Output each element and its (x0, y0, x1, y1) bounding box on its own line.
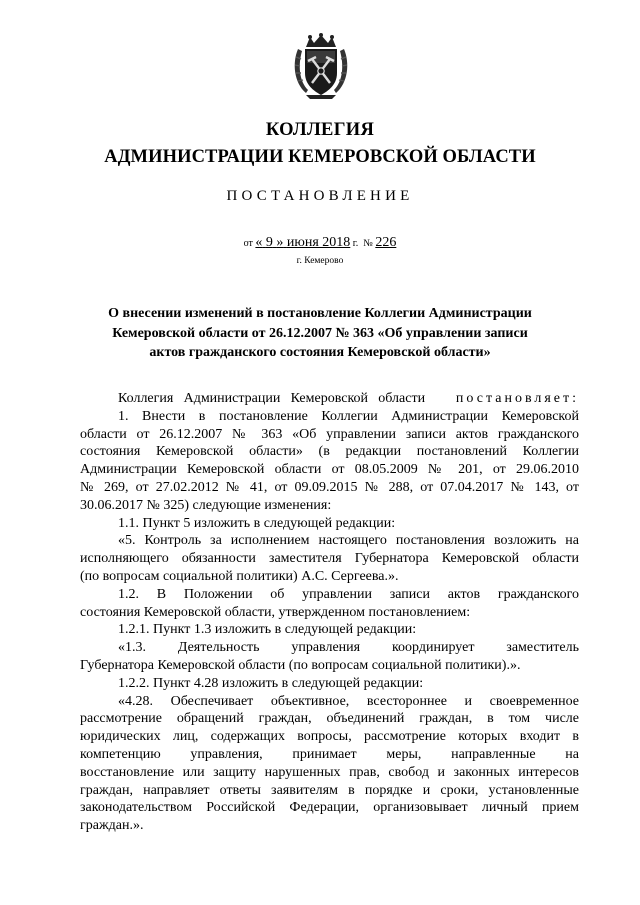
title-line: актов гражданского состояния Кемеровской области» (149, 345, 491, 360)
date-day: 9 (265, 235, 273, 250)
title-line: Кемеровской области от 26.12.2007 № 363 «Об управлении записи (112, 325, 528, 341)
date-prefix: от (243, 238, 253, 249)
quote-close: » (276, 235, 284, 250)
body-intro (80, 390, 579, 408)
body-line: состояния Кемеровской области, утвержденном постановлением: (80, 604, 471, 620)
body-line: состояния Кемеровской области» (в редакции постановлений Коллегии (80, 444, 579, 460)
document-city: г. Кемерово (296, 256, 344, 266)
body-line: (по вопросам социальной политики) А.С. Сергеева.». (80, 568, 399, 584)
organization-name-line2: АДМИНИСТРАЦИИ КЕМЕРОВСКОЙ ОБЛАСТИ (104, 147, 536, 167)
body-line: 30.06.2017 № 325) следующие изменения: (80, 497, 332, 513)
body-line: Администрации Кемеровской области от 08.05.2009 № 201, от 29.06.2010 (80, 462, 579, 478)
document-number: 226 (375, 235, 397, 250)
body-line: 1.2. В Положении об управлении записи актов гражданского (118, 586, 579, 602)
document-date-number (0, 235, 640, 251)
body-line: рассмотрение обращений граждан, объединений граждан, в том числе (80, 711, 579, 727)
body-line: «5. Контроль за исполнением настоящего постановления возложить на (118, 533, 579, 549)
body-line: 1.1. Пункт 5 изложить в следующей редакции: (118, 515, 396, 531)
body-line: 1. Внести в постановление Коллегии Администрации Кемеровской (118, 408, 579, 424)
title-line: О внесении изменений в постановление Коллегии Администрации (108, 306, 532, 321)
body-line: граждан.». (80, 818, 144, 834)
number-label: № (363, 238, 373, 249)
body-line: «4.28. Обеспечивает объективное, всестороннее и своевременное (118, 693, 579, 709)
body-line: исполняющего обязанности заместителя Губернатора Кемеровской области (80, 551, 579, 567)
year-suffix: г. (352, 238, 359, 249)
date-month-year: июня 2018 (286, 235, 351, 250)
body-line: граждан, направляет ответы заявителям в порядке и сроки, установленные (80, 782, 579, 798)
body-line: 1.2.2. Пункт 4.28 изложить в следующей редакции: (118, 675, 424, 691)
document-body (80, 390, 579, 835)
body-line: № 269, от 27.02.2012 № 41, от 09.09.2015 № 288, от 07.04.2017 № 143, от (80, 479, 579, 495)
body-line: восстановление или защиту нарушенных прав, свобод и законных интересов (80, 764, 579, 780)
body-line: «1.3. Деятельность управления координирует заместитель (118, 640, 579, 656)
intro-verb: постановляет: (455, 391, 580, 406)
body-line: области от 26.12.2007 № 363 «Об управлении записи актов гражданского (80, 426, 579, 442)
quote-open: « (255, 235, 263, 250)
body-line: компетенцию управления, принимает меры, направленные на (80, 746, 579, 762)
organization-name-line1: КОЛЛЕГИЯ (265, 120, 375, 140)
intro-text: Коллегия Администрации Кемеровской области (118, 391, 426, 406)
document-type: ПОСТАНОВЛЕНИЕ (226, 188, 414, 204)
coat-of-arms-emblem (292, 33, 350, 101)
body-line: юридических лиц, содержащих вопросы, рассмотрение которых входит в (80, 729, 579, 745)
document-title (80, 304, 560, 363)
body-line: законодательством Российской Федерации, организовывает личный прием (80, 800, 579, 816)
body-line: Губернатора Кемеровской области (по вопросам социальной политики).». (80, 657, 521, 673)
body-line: 1.2.1. Пункт 1.3 изложить в следующей редакции: (118, 622, 417, 638)
